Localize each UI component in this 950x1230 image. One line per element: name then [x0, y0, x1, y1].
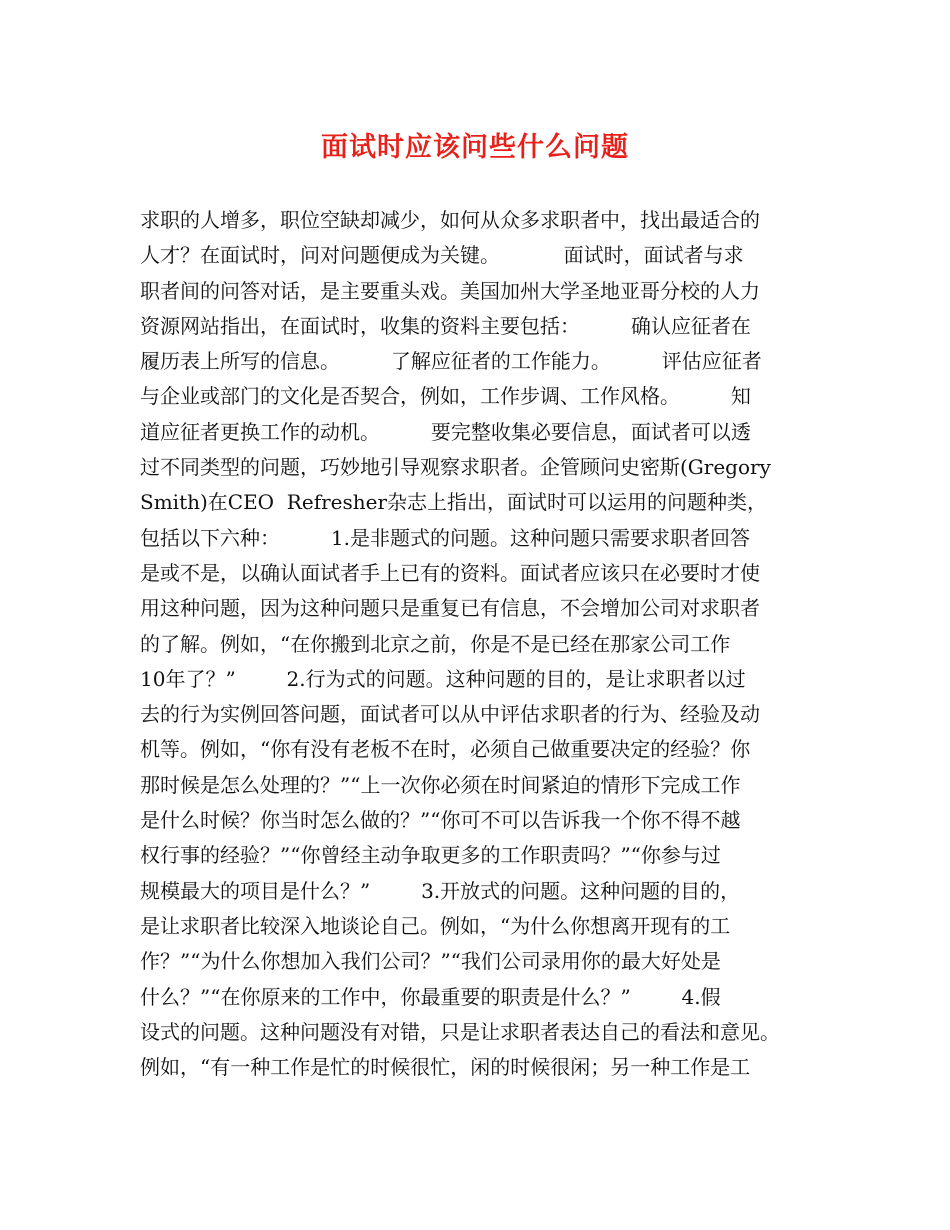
body-line: 过不同类型的问题，巧妙地引导观察求职者。企管顾问史密斯(Gregory — [140, 455, 771, 480]
body-line: 机等。例如，“你有没有老板不在时，必须自己做重要决定的经验？你 — [140, 737, 751, 762]
body-line: 10年了？” 2.行为式的问题。这种问题的目的，是让求职者以过 — [140, 666, 746, 691]
document-body — [140, 203, 820, 1085]
body-line: 例如，“有一种工作是忙的时候很忙，闲的时候很闲；另一种工作是工 — [140, 1055, 751, 1080]
body-line: 用这种问题，因为这种问题只是重复已有信息，不会增加公司对求职者 — [140, 596, 760, 621]
body-line: 职者间的问答对话，是主要重头戏。美国加州大学圣地亚哥分校的人力 — [140, 278, 760, 303]
body-line: 是让求职者比较深入地谈论自己。例如，“为什么你想离开现有的工 — [140, 913, 731, 938]
body-line: 是或不是，以确认面试者手上已有的资料。面试者应该只在必要时才使 — [140, 560, 760, 585]
body-line: 求职的人增多，职位空缺却减少，如何从众多求职者中，找出最适合的 — [140, 208, 760, 232]
body-line: 与企业或部门的文化是否契合，例如，工作步调、工作风格。 知 — [140, 384, 751, 409]
body-line: 去的行为实例回答问题，面试者可以从中评估求职者的行为、经验及动 — [140, 702, 760, 727]
body-line: 规模最大的项目是什么？” 3.开放式的问题。这种问题的目的， — [140, 878, 741, 903]
body-line: 是什么时候？你当时怎么做的？”“你可不可以告诉我一个你不得不越 — [140, 808, 741, 833]
body-line: Smith)在CEO Refresher杂志上指出，面试时可以运用的问题种类， — [140, 490, 768, 515]
body-line: 权行事的经验？”“你曾经主动争取更多的工作职责吗？”“你参与过 — [140, 843, 721, 868]
body-line: 的了解。例如，“在你搬到北京之前，你是不是已经在那家公司工作 — [140, 631, 731, 656]
body-line: 包括以下六种： 1.是非题式的问题。这种问题只需要求职者回答 — [140, 525, 750, 550]
body-line: 那时候是怎么处理的？”“上一次你必须在时间紧迫的情形下完成工作 — [140, 772, 741, 797]
body-line: 设式的问题。这种问题没有对错，只是让求职者表达自己的看法和意见。 — [140, 1019, 780, 1044]
body-line: 履历表上所写的信息。 了解应征者的工作能力。 评估应征者 — [140, 349, 762, 374]
body-line: 什么？”“在你原来的工作中，你最重要的职责是什么？” 4.假 — [140, 984, 721, 1009]
body-line: 道应征者更换工作的动机。 要完整收集必要信息，面试者可以透 — [140, 419, 751, 444]
body-line: 作？”“为什么你想加入我们公司？”“我们公司录用你的最大好处是 — [140, 949, 721, 974]
body-line: 资源网站指出，在面试时，收集的资料主要包括： 确认应征者在 — [140, 313, 751, 338]
document-title: 面试时应该问些什么问题 — [321, 132, 629, 163]
body-line: 人才？在面试时，问对问题便成为关键。 面试时，面试者与求 — [140, 243, 744, 268]
